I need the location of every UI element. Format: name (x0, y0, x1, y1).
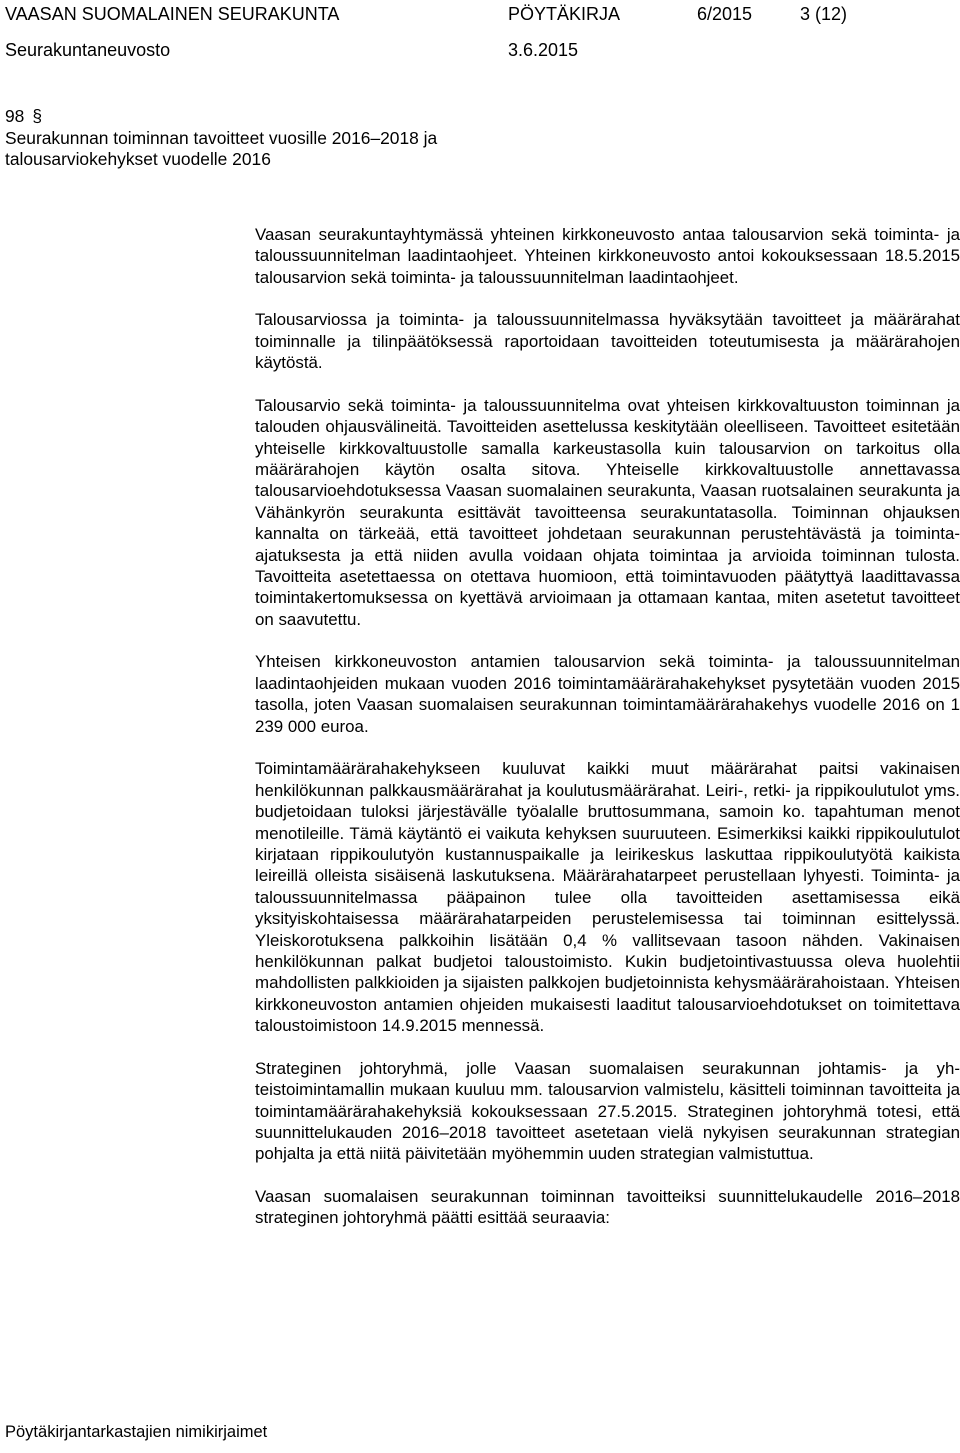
paragraph: Talousarvio sekä toiminta- ja taloussuunnitelma ovat yhteisen kirkkovaltuuston toiminnan ja talouden ohjausvälineitä. Tavoitteiden asettelussa keskitytään oleelliseen. Tavoitteet esitetään yhteiselle kirkkovaltuustolle samalla karkeustasolla kuin talousarvion on tarkoitus olla määrärahojen käytön osalta sitova. Yhteiselle kirkkovaltuustolle annettavassa talousarvioehdotuksessa Vaasan suomalainen seurakunta, Vaasan ruotsalainen seurakunta ja Vähänkyrön seurakunta esittävät tavoitteensa seurakuntatasolla. Toiminnan ohjauksen kannalta on tärkeää, että tavoitteet johdetaan seurakunnan perustehtävästä ja toiminta-ajatuksesta ja että niiden avulla voidaan ohjata toimintaa ja arvioida toiminnan tulosta. Tavoitteita asetettaessa on otettava huomioon, että toimintavuoden päätyttyä laadittavassa toimintakertomuksessa on kyettävä arvioimaan ja ottamaan kantaa, miten asetetut tavoitteet on saavutettu. (255, 395, 960, 629)
page-number: 3 (12) (800, 4, 848, 24)
paragraph: Talousarviossa ja toiminta- ja taloussuunnitelmassa hyväksytään tavoitteet ja määrärahat toiminnalle ja tilinpäätöksessä raportoidaan tavoitteiden toteutumisesta ja määrärahojen käytöstä. (255, 310, 960, 373)
document-type: PÖYTÄKIRJA (508, 4, 621, 24)
section-title-line-2: talousarviokehykset vuodelle 2016 (5, 149, 271, 169)
section-title-line-1: Seurakunnan toiminnan tavoitteet vuosille 2016‒2018 ja (5, 127, 438, 148)
section-heading (5, 106, 525, 171)
section-sign: § (32, 106, 43, 126)
paragraph: Vaasan seurakuntayhtymässä yhteinen kirkkoneuvosto antaa talousarvion sekä toiminta- ja taloussuunnitelman laadintaohjeet. Yhteinen kirkkoneuvosto antoi kokouksessaan 18.5.2015 talousarvion sekä toiminta- ja taloussuunnitelman laadintaohjeet. (255, 225, 960, 287)
document-body (255, 224, 960, 1250)
signature-initials-label: Pöytäkirjantarkastajien nimikirjaimet (5, 1423, 268, 1441)
section-number-line (5, 106, 525, 128)
meeting-date: 3.6.2015 (508, 40, 579, 60)
section-number: 98 (5, 106, 25, 126)
paragraph: Vaasan suomalaisen seurakunnan toiminnan tavoitteiksi suunnittelukaudelle 2016‒2018 strateginen johtoryhmä päätti esittää seuraavia: (255, 1186, 960, 1228)
governing-body: Seurakuntaneuvosto (5, 40, 171, 60)
organization-name: VAASAN SUOMALAINEN SEURAKUNTA (5, 4, 340, 24)
paragraph: Yhteisen kirkkoneuvoston antamien talousarvion sekä toiminta- ja taloussuunnitelman laadintaohjeiden mukaan vuoden 2016 toimintamäärärahakehykset pysytetään vuoden 2015 tasolla, joten Vaasan suomalaisen seurakunnan toimintamäärärahakehys vuodelle 2016 on 1 239 000 euroa. (255, 652, 960, 736)
paragraph: Toimintamäärärahakehykseen kuuluvat kaikki muut määrärahat paitsi vakinaisen henkilökunnan palkkausmäärärahat ja koulutusmäärärahat. Leiri-, retki- ja rippikoulutulot yms. budjetoidaan tuloksi järjestävälle työalalle bruttosummana, samoin ko. tapahtuman menot menotileille. Tämä käytäntö ei vaikuta kehyksen suuruuteen. Esimerkiksi kaikki rippikoulutulot kirjataan rippikoulutyön kustannuspaikalle ja leirikeskus laskuttaa rippikoulutyötä kaikista leireillä olleista sisäisenä laskutuksena. Määrärahatarpeet perustellaan lyhyesti. Toiminta- ja taloussuunnitelmassa pääpainon tulee olla tavoitteiden asettamisessa eikä yksityiskohtaisessa määrärahatarpeiden perustelemisessa tai toiminnan esittelyssä. Yleiskorotuksena palkkoihin lisätään 0,4 % vallitsevaan tasoon nähden. Vakinaisen henkilökunnan palkat budjetoi taloustoimisto. Kukin budjetointivastuussa oleva huolehtii mahdollisten palkkioiden ja sijaisten palkkojen budjetoinnista kehysmäärärahoistaan. Yhteisen kirkkoneuvoston antamien ohjeiden mukaisesti laaditut talousarvioehdotukset on toimitettava taloustoimistoon 14.9.2015 mennessä. (255, 759, 960, 1036)
document-number: 6/2015 (697, 4, 753, 24)
paragraph: Strateginen johtoryhmä, jolle Vaasan suomalaisen seurakunnan johtamis- ja yhteistoimintamallin mukaan kuuluu mm. talousarvion valmistelu, käsitteli toiminnan tavoitteita ja toimintamäärärahakehyksiä kokouksessaan 27.5.2015. Strateginen johtoryhmä totesi, että suunnittelukauden 2016‒2018 tavoitteet asetetaan vielä nykyisen seurakunnan strategian pohjalta ja että niitä päivitetään myöhemmin uuden strategian valmistuttua. (255, 1058, 960, 1164)
